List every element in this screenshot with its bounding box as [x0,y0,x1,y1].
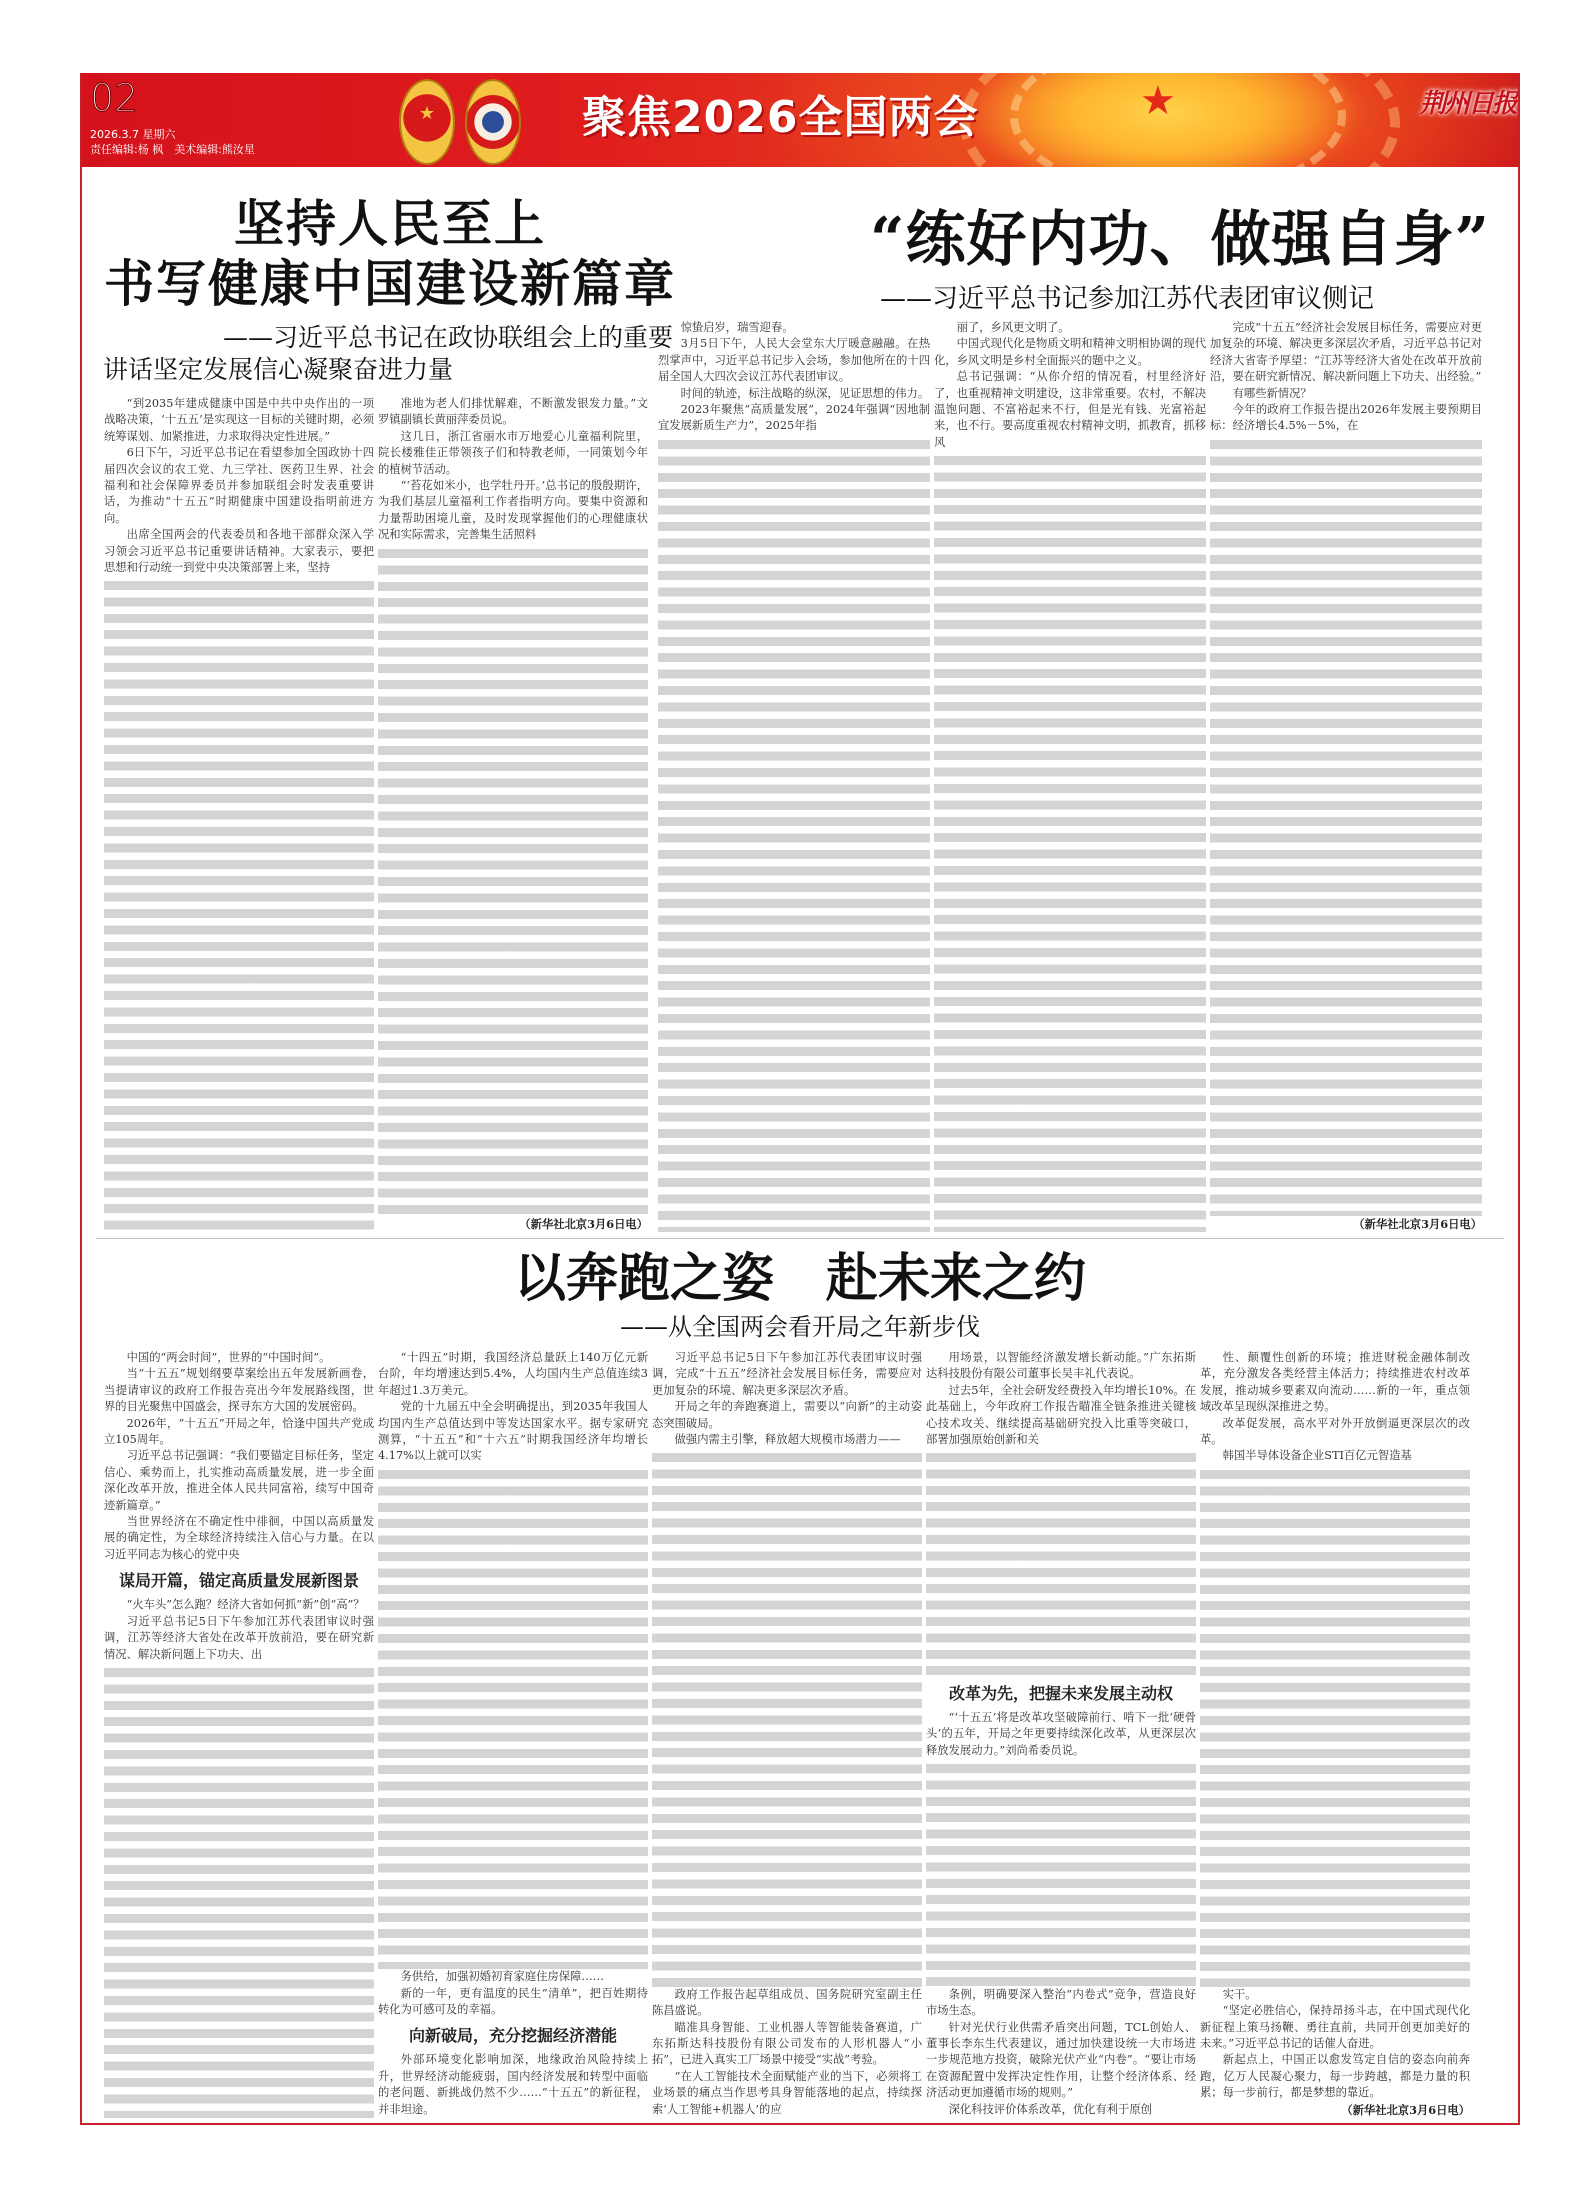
paragraph: “十四五”时期，我国经济总量跃上140万亿元新台阶，年均增速达到5.4%，人均国内生产总值连续3年超过1.3万美元。 [378,1351,648,1397]
paragraph: 新起点上，中国正以愈发笃定自信的姿态向前奔跑，亿万人民凝心聚力，每一步跨越，都是力量的积累；每一步前行，都是梦想的靠近。 [1200,2053,1470,2100]
body-text-continued [1200,1467,1470,1987]
editor-credits: 责任编辑:杨 枫 美术编辑:熊汝星 [90,143,255,156]
paragraph: 丽了，乡风更文明了。 [956,321,1070,334]
paragraph: 实干。 [1222,1987,1257,2001]
paragraph: 韩国半导体设备企业STI百亿元智造基 [1222,1449,1412,1463]
text-column [652,1350,922,2118]
text-column [658,320,930,1232]
section-divider [96,1238,1504,1239]
body-text-continued [926,1761,1196,1987]
body-text-continued [1210,437,1482,1216]
national-emblem-icon: ★ [399,79,455,165]
page-number: 02 [90,76,139,120]
paragraph: 出席全国两会的代表委员和各地干部群众深入学习领会习近平总书记重要讲话精神。大家表示，要把思想和行动统一到党中央决策部署上来，坚持 [104,528,374,575]
section-title: 聚焦2026全国两会 [582,92,979,143]
paragraph: 中国式现代化是物质文明和精神文明相协调的现代化，乡风文明是乡村全面振兴的题中之义。 [934,337,1206,367]
paragraph: 改革促发展，高水平对外开放倒逼更深层次的改革。 [1200,1416,1470,1447]
paragraph: 惊蛰启岁，瑞雪迎春。 [680,321,794,334]
paragraph: 当世界经济在不确定性中徘徊，中国以高质量发展的确定性，为全球经济持续注入信心与力量。在以习近平同志为核心的党中央 [104,1515,374,1561]
article3-body [104,1350,1474,2118]
body-text-continued [104,578,374,1232]
paragraph: 有哪些新情况？ [1232,386,1312,400]
article1-body [104,396,652,1232]
paragraph: “火车头”怎么跑？经济大省如何抓“新”创“高”？ [126,1598,365,1612]
body-text-continued [104,1665,374,2118]
article1-headline [100,194,680,314]
paragraph: 2026年，“十五五”开局之年，恰逢中国共产党成立105周年。 [104,1416,374,1447]
paragraph: 2023年聚焦“高质量发展”，2024年强调“因地制宜发展新质生产力”，2025年指 [658,403,930,433]
paragraph: 条例，明确要深入整治“内卷式”竞争，营造良好市场生态。 [926,1987,1196,2018]
paragraph: 这几日，浙江省丽水市万地爱心儿童福利院里，院长楼雅佳正带领孩子们和特教老师，一同策划今年的植树节活动。 [378,429,648,476]
paragraph: 完成“十五五”经济社会发展目标任务，需要应对更加复杂的环境、解决更多深层次矛盾，习近平总书记对经济大省寄予厚望：“江苏等经济大省处在改革开放前沿，要在研究新情况、解决新问题上下功夫、出经验。” [1210,321,1482,384]
paragraph: 习近平总书记5日下午参加江苏代表团审议时强调，完成“十五五”经济社会发展目标任务，需要应对更加复杂的环境、解决更多深层次矛盾。 [652,1351,922,1397]
paragraph: 务供给，加强初婚初育家庭住房保障…… [400,1970,604,1984]
source-credit: （新华社北京3月6日电） [519,1216,648,1231]
text-column [104,396,374,1232]
paragraph: 习近平总书记5日下午参加江苏代表团审议时强调，江苏等经济大省处在改革开放前沿，要在研究新情况、解决新问题上下功夫、出 [104,1614,374,1661]
text-column [378,1350,648,2118]
source-credit: （新华社北京3月6日电） [1341,2102,1470,2117]
paragraph: 新的一年，更有温度的民生“清单”，把百姓期待转化为可感可及的幸福。 [378,1986,648,2016]
article3-headline: 以奔跑之姿 赴未来之约 [513,1248,1086,1309]
paragraph: “‘十五五’将是改革攻坚破障前行、啃下一批‘硬骨头’的五年，开局之年更要持续深化改革，从更深层次释放发展动力。”刘尚希委员说。 [926,1710,1196,1757]
body-text-continued [934,453,1206,1232]
body-text-continued [658,437,930,1232]
paragraph: 时间的轨迹，标注战略的纵深，见证思想的伟力。 [680,386,930,400]
source-credit: （新华社北京3月6日电） [1353,1216,1482,1231]
paragraph: 3月5日下午，人民大会堂东大厅暖意融融。在热烈掌声中，习近平总书记步入会场，参加他所在的十四届全国人大四次会议江苏代表团审议。 [658,337,930,384]
paragraph: 6日下午，习近平总书记在看望参加全国政协十四届四次会议的农工党、九三学社、医药卫生界、社会福利和社会保障界委员并参加联组会时发表重要讲话，为推动“十五五”时期健康中国建设指明前进方向。 [104,446,374,525]
text-column [1200,1350,1470,2118]
paragraph: “到2035年建成健康中国是中共中央作出的一项战略决策，‘十五五’是实现这一目标的关键时期，必须统筹谋划、加紧推进，力求取得决定性进展。” [104,397,374,443]
paragraph: 总书记强调：“从你介绍的情况看，村里经济好了，也重视精神文明建设，这非常重要。农村，不解决温饱问题、不富裕起来不行，但是光有钱、光富裕起来，也不行。要高度重视农村精神文明，抓教育，抓移风 [934,370,1206,449]
text-column [926,1350,1196,2118]
article2-subtitle: ——习近平总书记参加江苏代表团审议侧记 [880,284,1375,314]
article1-subtitle: ——习近平总书记在政协联组会上的重要讲话坚定发展信心凝聚奋进力量 [103,323,674,384]
article3-subtitle: ——从全国两会看开局之年新步伐 [620,1313,980,1341]
text-column [378,396,648,1232]
article2-headline: “练好内功、做强自身” [870,205,1491,275]
paragraph: 习近平总书记强调：“我们要锚定目标任务，坚定信心、乘势而上，扎实推动高质量发展，进一步全面深化改革开放，推进全体人民共同富裕，续写中国奇迹新篇章。” [104,1449,374,1512]
paragraph: 开局之年的奔跑赛道上，需要以“向新”的主动姿态突围破局。 [652,1400,922,1430]
section-subheading: 谋局开篇，锚定高质量发展新图景 [118,1571,359,1591]
paragraph: 性、颠覆性创新的环境；推进财税金融体制改革，充分激发各类经营主体活力；持续推进农村改革发展，推动城乡要素双向流动……新的一年，重点领域改革呈现纵深推进之势。 [1200,1351,1470,1414]
paragraph: 外部环境变化影响加深，地缘政治风险持续上升，世界经济动能疲弱，国内经济发展和转型中面临的老问题、新挑战仍然不少……“十五五”的新征程，并非坦途。 [378,2053,648,2116]
paragraph: “坚定必胜信心，保持昂扬斗志，在中国式现代化新征程上策马扬鞭、勇往直前，共同开创更加美好的未来。”习近平总书记的话催人奋进。 [1200,2004,1470,2050]
paragraph: 瞄准具身智能、工业机器人等智能装备赛道，广东拓斯达科技股份有限公司发布的人形机器人“小拓”，已进入真实工厂场景中接受“实战”考验。 [652,2020,922,2067]
section-subheading: 改革为先，把握未来发展主动权 [948,1683,1173,1703]
paragraph: 当“十五五”规划纲要草案绘出五年发展新画卷，当提请审议的政府工作报告亮出今年发展路线图，世界的目光聚焦中国盛会，探寻东方大国的发展密码。 [104,1367,374,1414]
paragraph: 中国的“两会时间”，世界的“中国时间”。 [126,1351,331,1364]
section-subheading: 向新破局，充分挖掘经济潜能 [408,2026,617,2046]
body-text-continued [378,1467,648,1969]
issue-date: 2026.3.7 星期六 [90,128,176,141]
star-icon: ★ [1140,78,1176,124]
body-text-continued [926,1450,1196,1676]
paragraph: 过去5年，全社会研发经费投入年均增长10%。在此基础上，今年政府工作报告瞄准全链条推进关键核心技术攻关、继续提高基础研究投入比重等突破口，部署加强原始创新和关 [926,1383,1196,1447]
paragraph: “在人工智能技术全面赋能产业的当下，必须将工业场景的痛点当作思考具身智能落地的起点，持续探索‘人工智能+机器人’的应 [652,2069,922,2116]
text-column [1210,320,1482,1232]
paragraph: 深化科技评价体系改革，优化有利于原创 [948,2102,1152,2116]
text-column [104,1350,374,2118]
paragraph: 针对光伏行业供需矛盾突出问题，TCL创始人、董事长李东生代表建议，通过加快建设统一大市场进一步规范地方投资，破除光伏产业“内卷”。“要让市场在资源配置中发挥决定性作用，让整个经济体系、经济活动更加遵循市场的规则。” [926,2020,1196,2100]
paragraph: 党的十九届五中全会明确提出，到2035年我国人均国内生产总值达到中等发达国家水平。据专家研究测算，“十五五”和“十六五”时期我国经济年均增长4.17%以上就可以实 [378,1400,648,1463]
paragraph: 准地为老人们排忧解难，不断激发银发力量。”文罗镇副镇长黄丽萍委员说。 [378,397,648,427]
article1-headline-line1: 坚持人民至上 [234,194,546,253]
paragraph: 用场景，以智能经济激发增长新动能。”广东拓斯达科技股份有限公司董事长吴丰礼代表说。 [926,1351,1196,1381]
paragraph: “‘苔花如米小，也学牡丹开。’总书记的殷殷期许，为我们基层儿童福利工作者指明方向。要集中资源和力量帮助困境儿童，及时发现掌握他们的心理健康状况和实际需求，完善集生活照料 [378,479,648,542]
paragraph: 今年的政府工作报告提出2026年发展主要预期目标：经济增长4.5%－5%，在 [1210,403,1482,433]
body-text-continued [378,546,648,1216]
text-column [934,320,1206,1232]
article1-headline-line2: 书写健康中国建设新篇章 [104,254,676,313]
body-text-continued [652,1450,922,1986]
paragraph: 做强内需主引擎，释放超大规模市场潜力—— [674,1433,901,1447]
paragraph: 政府工作报告起草组成员、国务院研究室副主任陈昌盛说。 [652,1987,922,2018]
article2-body [658,320,1486,1232]
newspaper-masthead-logo: 荆州日报 [1420,89,1517,119]
